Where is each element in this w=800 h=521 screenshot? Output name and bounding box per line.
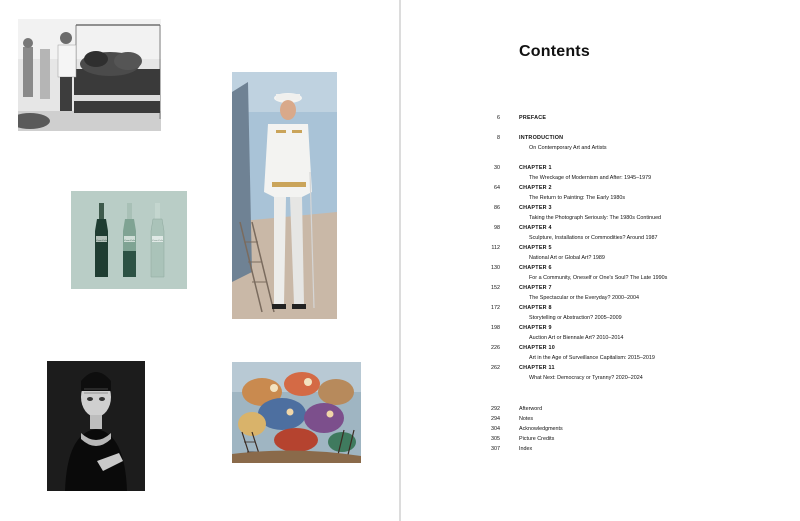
- toc-chapter-subtitle-row: [0, 334, 800, 343]
- toc-chapter-subtitle-row: [0, 194, 800, 203]
- toc-chapter-row: [0, 164, 800, 173]
- toc-page-number: 8: [497, 135, 500, 141]
- toc-chapter-row: [0, 264, 800, 273]
- toc-chapter-subtitle-row: [0, 294, 800, 303]
- toc-chapter-subtitle-row: [0, 374, 800, 383]
- toc-chapter-subtitle: Art in the Age of Surveillance Capitalism: 2015–2019: [529, 355, 655, 361]
- toc-back-matter-row: [0, 415, 800, 424]
- toc-chapter-row: [0, 344, 800, 353]
- toc-chapter-label: CHAPTER 10: [519, 345, 556, 351]
- toc-chapter-subtitle-row: [0, 214, 800, 223]
- toc-page-number: 112: [491, 245, 500, 251]
- toc-chapter-subtitle-row: [0, 174, 800, 183]
- toc-back-matter-row: [0, 425, 800, 434]
- toc-chapter-label: CHAPTER 5: [519, 245, 552, 251]
- toc-chapter-subtitle-row: [0, 254, 800, 263]
- toc-page-number: 6: [497, 115, 500, 121]
- toc-page-number: 130: [491, 265, 500, 271]
- toc-page-number: 262: [491, 365, 500, 371]
- toc-chapter-row: [0, 324, 800, 333]
- toc-chapter-row: [0, 184, 800, 193]
- toc-chapter-subtitle: Auction Art or Biennale Art? 2010–2014: [529, 335, 624, 341]
- toc-chapter-label: CHAPTER 6: [519, 265, 552, 271]
- toc-chapter-label: CHAPTER 7: [519, 285, 552, 291]
- toc-chapter-label: CHAPTER 4: [519, 225, 552, 231]
- toc-chapter-row: [0, 204, 800, 213]
- toc-back-matter-label: Notes: [519, 416, 534, 422]
- toc-back-matter-row: [0, 435, 800, 444]
- toc-page-number: 64: [494, 185, 500, 191]
- toc-back-matter-row: [0, 445, 800, 454]
- toc-back-matter-label: Afterword: [519, 406, 543, 412]
- toc-page-number: 172: [491, 305, 500, 311]
- toc-page-number: 305: [491, 436, 500, 442]
- toc-chapter-subtitle-row: [0, 314, 800, 323]
- bottle-label-1: Coca-Cola: [96, 239, 107, 242]
- toc-page-number: 30: [494, 165, 500, 171]
- toc-page-number: 304: [491, 426, 500, 432]
- bottle-label-3: Coca-Cola: [152, 239, 163, 242]
- toc-page-number: 292: [491, 406, 500, 412]
- toc-chapter-subtitle: The Return to Painting: The Early 1980s: [529, 195, 626, 201]
- toc-chapter-label: CHAPTER 8: [519, 305, 552, 311]
- toc-back-matter-label: Index: [519, 446, 533, 452]
- toc-chapter-subtitle: Sculpture, Installations or Commodities? Around 1987: [529, 235, 658, 241]
- toc-chapter-row: [0, 224, 800, 233]
- toc-chapter-subtitle: Taking the Photograph Seriously: The 1980s Continued: [529, 215, 662, 221]
- toc-chapter-row: [0, 304, 800, 313]
- toc-chapter-subtitle: What Next: Democracy or Tyranny? 2020–2024: [529, 375, 643, 381]
- bottle-label-2: Coca-Cola: [124, 239, 135, 242]
- toc-chapter-subtitle: For a Community, Oneself or One's Soul? The Late 1990s: [529, 275, 668, 281]
- toc-chapter-label: CHAPTER 11: [519, 365, 555, 371]
- toc-chapter-label: CHAPTER 1: [519, 165, 552, 171]
- contents-title: Contents: [519, 43, 590, 60]
- toc-heading: PREFACE: [519, 115, 547, 121]
- toc-chapter-label: CHAPTER 9: [519, 325, 552, 331]
- toc-page-number: 294: [491, 416, 500, 422]
- toc-chapter-row: [0, 364, 800, 373]
- toc-subtitle: On Contemporary Art and Artists: [529, 145, 607, 151]
- toc-chapter-subtitle-row: [0, 274, 800, 283]
- toc-chapter-subtitle: National Art or Global Art? 1989: [529, 255, 605, 261]
- toc-chapter-subtitle: The Spectacular or the Everyday? 2000–2004: [529, 295, 639, 301]
- toc-chapter-subtitle-row: [0, 234, 800, 243]
- toc-back-matter-label: Acknowledgments: [519, 426, 563, 432]
- toc-chapter-label: CHAPTER 3: [519, 205, 552, 211]
- toc-heading: INTRODUCTION: [519, 135, 564, 141]
- toc-chapter-row: [0, 284, 800, 293]
- toc-chapter-row: [0, 244, 800, 253]
- toc-back-matter-row: [0, 405, 800, 414]
- toc-page-number: 98: [494, 225, 500, 231]
- toc-page-number: 198: [491, 325, 500, 331]
- toc-page-number: 86: [494, 205, 500, 211]
- toc-chapter-label: CHAPTER 2: [519, 185, 552, 191]
- toc-back-matter-label: Picture Credits: [519, 436, 555, 442]
- toc-chapter-subtitle: Storytelling or Abstraction? 2005–2009: [529, 315, 622, 321]
- toc-chapter-subtitle-row: [0, 354, 800, 363]
- toc-page-number: 152: [491, 285, 500, 291]
- toc-chapter-subtitle: The Wreckage of Modernism and After: 1945–1979: [529, 175, 652, 181]
- toc-page-number: 307: [491, 446, 500, 452]
- toc-page-number: 226: [491, 345, 500, 351]
